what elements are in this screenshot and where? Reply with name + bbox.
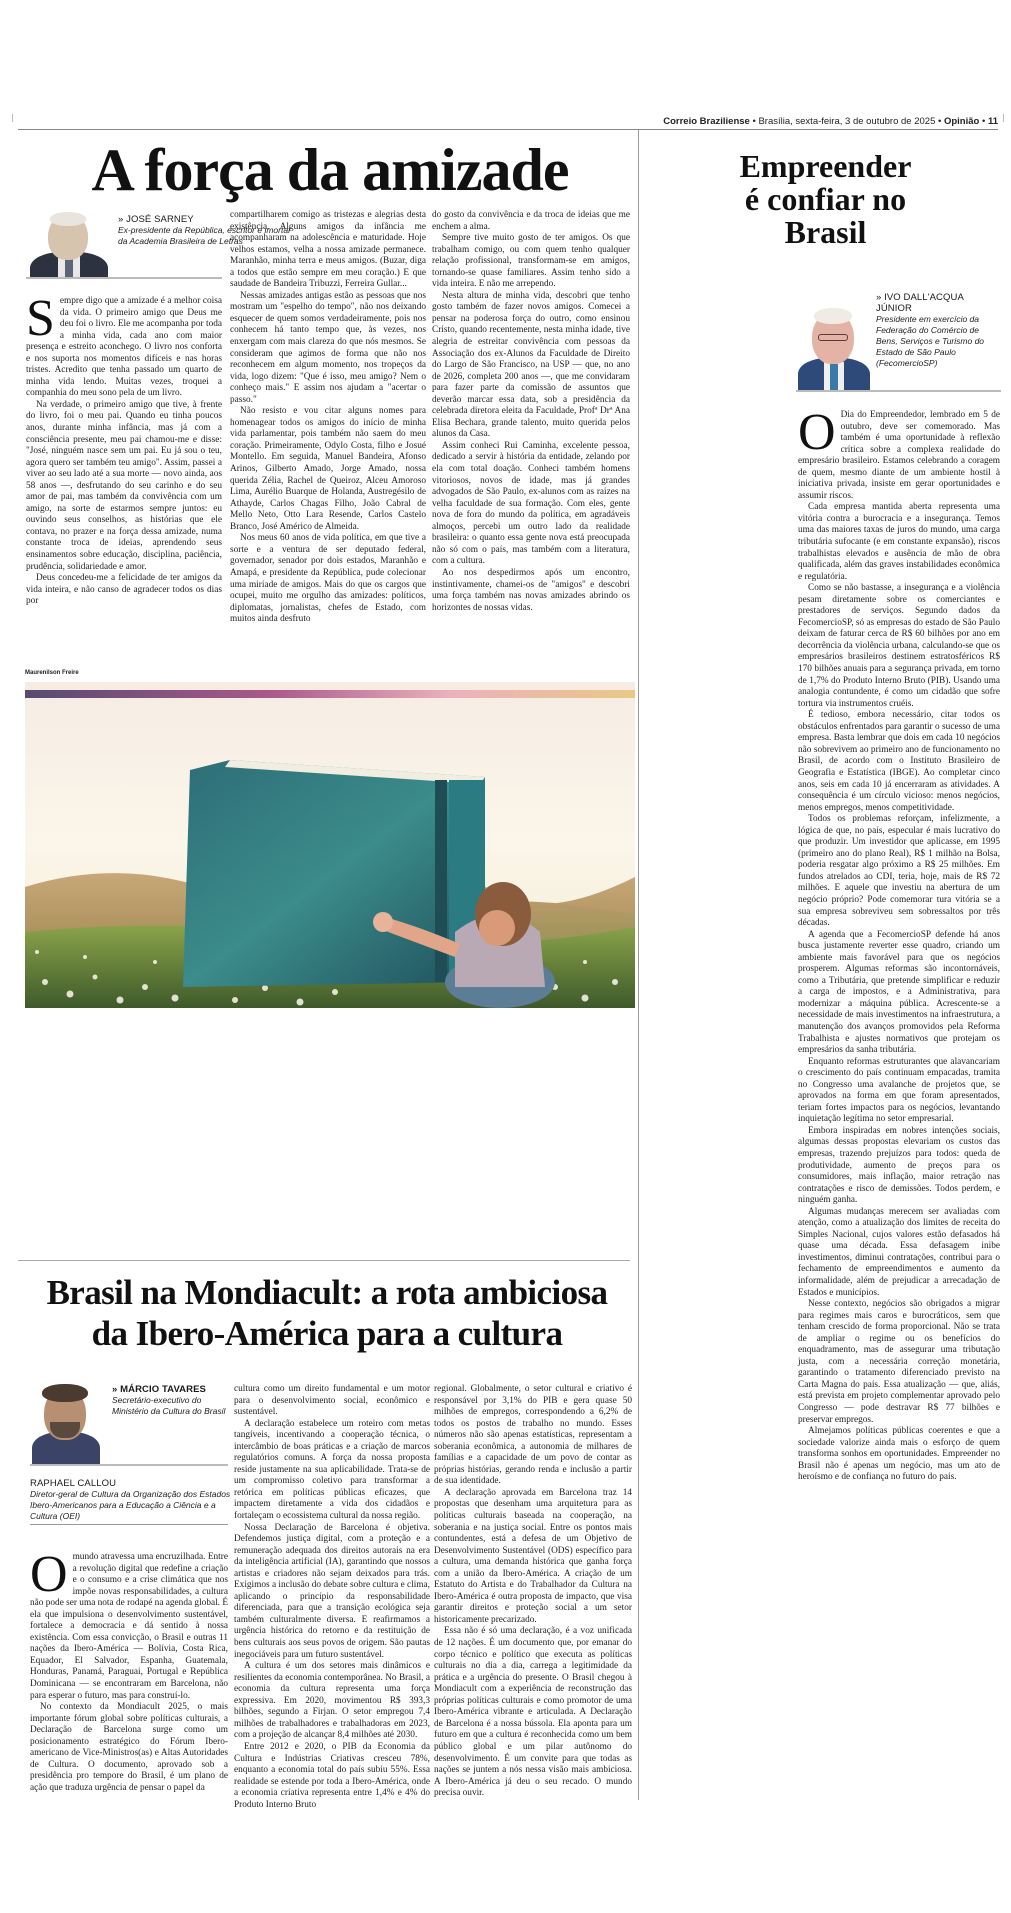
paragraph: mundo atravessa uma encruzilhada. Entre a revolução digital que redefine a criação e o consumo e a crise climática que nos impõe novas responsabilidades, a cultura não pode ser uma nota de rodapé na agenda global. É ela que impulsiona o desenvolvimento sustentável, fortalece a democracia e dá sentido à nossa existência. Com essa convicção, o Brasil e outras 11 nações da Ibero-América — Bolívia, Costa Rica, Equador, El Salvador, Espanha, Guatemala, Honduras, Panamá, Paraguai, Portugal e República Dominicana — se encontraram em Barcelona, não para esperar o futuro, mas para construí-lo. bbox=[30, 1552, 228, 1701]
giant-book bbox=[183, 760, 485, 987]
section-divider bbox=[18, 1260, 630, 1261]
paragraph: Nesse contexto, negócios são obrigados a migrar para regimes mais caros e burocráticos, sem que tenham crescido de forma proporcional. Não se trata de ampliar o regime ou os benefícios do enquadramento, mas de assegurar uma tributação justa, com a necessária correção monetária, garantindo o tratamento diferenciado previsto na Carta Magna do país. Essa atualização — que, aliás, está prevista em projeto complementar aprovado pelo Congresso — pode destravar R$ 77 bilhões e preservar empregos. bbox=[798, 1299, 1000, 1425]
author-photo-jose-sarney bbox=[26, 210, 110, 278]
dropcap: O bbox=[30, 1546, 68, 1603]
byline-rule bbox=[26, 277, 222, 279]
article2-body bbox=[798, 404, 1000, 1800]
byline-rule bbox=[30, 1524, 228, 1525]
byline-rule bbox=[796, 390, 1001, 392]
paragraph: Todos os problemas reforçam, infelizmente, a lógica de que, no país, especular é mais lucrativo do que produzir. Um investidor que aplicasse, em 1995 (primeiro ano do plano Real), R$ 1 milhão na Bolsa, poderia resgatar algo próximo a R$ 25 milhões. Em fundos atrelados ao CDI, teria, hoje, mais de R$ 72 milhões. E aquele que investiu na abertura de um negócio próprio? Pode comemorar tura vitória se a sua empresa sobreviveu sem sobressaltos por três décadas. bbox=[798, 814, 1000, 929]
article3-column-1 bbox=[30, 1546, 228, 1802]
paragraph: Como se não bastasse, a insegurança e a violência pesam diretamente sobre os comerciantes e prestadores de serviços. Segundo dados da FecomercioSP, só as empresas do estado de São Paulo deixam de faturar cerca de R$ 60 bilhões por ano em decorrência da violência urbana, calculando-se que os empresários brasileiros destinem estratosféricos R$ 170 bilhões anuais para a segurança privada, em torno de 1,7% do Produto Interno Bruto (PIB). Usando uma analogia contundente, é como um cidadão que sofre tortura via instrumentos cruéis. bbox=[798, 583, 1000, 709]
author-role: Diretor-geral de Cultura da Organização dos Estados Ibero-Americanos para a Educação a Ciência e a Cultura (OEI) bbox=[30, 1489, 231, 1521]
author-name: » IVO DALL'ACQUA JÚNIOR bbox=[876, 292, 964, 314]
page-number: 11 bbox=[987, 116, 998, 127]
paragraph: É tedioso, embora necessário, citar todos os obstáculos enfrentados para garantir o sucesso de uma empresa. Basta lembrar que dois em cada 10 negócios não sobrevivem ao primeiro ano de funcionamento no Brasil, de acordo com o Instituto Brasileiro de Geografia e Estatística (IBGE). Ao completar cinco anos, seis em cada 10 já encerraram as atividades. A consequência é um círculo vicioso: menos negócios, menos empregos, menos competitividade. bbox=[798, 710, 1000, 813]
paragraph: Embora inspiradas em nobres intenções sociais, algumas dessas propostas elevariam os custos das empresas, trazendo prejuízos para todos: queda de produtividade, aumento de preços para os consumidores, mais inflação, maior retração nas contratações e risco de demissões. Todos perdem, e ninguém ganha. bbox=[798, 1125, 1000, 1206]
paragraph: Nos meus 60 anos de vida política, em que tive a sorte e a ventura de ser deputado federal, governador, senador por dois estados, Maranhão e Amapá, e presidente da República, pude colecionar uma miríade de amigos. Mais do que os cargos que ocupei, muito me orgulho das amizades: políticos, diplomatas, jornalistas, chefes de Estado, com muitos ainda desfruto bbox=[230, 533, 426, 625]
paragraph: A cultura é um dos setores mais dinâmicos e resilientes da economia contemporânea. No Brasil, a economia da cultura representa uma força expressiva. Em 2020, movimentou R$ 393,3 bilhões, segundo a Firjan. O setor empregou 7,4 milhões de trabalhadores e trabalhadoras em 2023, com a projeção de alcançar 8,4 milhões até 2030. bbox=[234, 1661, 430, 1741]
article1-column-3 bbox=[432, 210, 630, 666]
dropcap: S bbox=[26, 290, 55, 347]
article1-headline: A força da amizade bbox=[91, 137, 569, 203]
paragraph: cultura como um direito fundamental e um motor para o desenvolvimento social, econômico e sustentável. bbox=[234, 1384, 430, 1418]
headline-line: da Ibero-América para a cultura bbox=[91, 1314, 563, 1353]
paragraph: Essa não é só uma declaração, é a voz unificada de 12 nações. É um documento que, por emanar do corpo técnico e político que executa as políticas culturais no dia a dia, carrega a legitimidade da prática e a urgência do presente. O Brasil chegou à Mondiacult com a experiência de reconstrução das próprias políticas culturais e como promotor de uma Ibero-América vibrante e articulada. A Declaração de Barcelona é a nossa bússola. Ela aponta para um futuro em que a cultura é reconhecida como um bem público global e um pilar autônomo do desenvolvimento. É um convite para que todas as nações se juntem a nós nessa visão mais ambiciosa. A Ibero-América já deu o seu recado. O mundo precisa ouvir. bbox=[434, 1626, 632, 1799]
paragraph: A agenda que a FecomercioSP defende há anos busca justamente reverter esse quadro, criando um ambiente mais favorável para que os negócios prosperem. Algumas reformas são incontornáveis, como a Tributária, que pretende simplificar e reduzir a carga de impostos, e a Administrativa, para modernizar a máquina pública. Acrescente-se a necessidade de mais investimentos na infraestrutura, a manutenção dos avanços promovidos pela Reforma Trabalhista e ajustes normativos que protejam os empresários da sanha tributária. bbox=[798, 929, 1000, 1056]
author-role: Presidente em exercício da Federação do Comércio de Bens, Serviços e Turismo do Estado de São Paulo (FecomercioSP) bbox=[876, 314, 985, 368]
crop-mark-left bbox=[12, 114, 13, 122]
paragraph: Algumas mudanças merecem ser avaliadas com atenção, como a atualização dos limites de receita do Simples Nacional, cujos valores estão defasados há quase uma década. Essa defasagem inibe investimentos, diminui contratações, contribui para o fechamento de empreendimentos e aumento da informalidade, além de prejudicar a arrecadação de Estados e municípios. bbox=[798, 1206, 1000, 1298]
author-name: » JOSÉ SARNEY bbox=[118, 214, 194, 225]
separator: • bbox=[979, 116, 988, 127]
paragraph: Cada empresa mantida aberta representa uma vitória contra a burocracia e a insegurança. Temos uma das maiores taxas de juros do mundo, uma carga tributária sufocante (e em constante expansão), riscos trabalhistas elevados e ausência de mão de obra qualificada, além das graves instabilidades econômica e regulatória. bbox=[798, 502, 1000, 582]
article1-column-2 bbox=[230, 210, 426, 666]
article2-byline bbox=[876, 292, 1001, 369]
dateline: Brasília, sexta-feira, 3 de outubro de 2025 bbox=[758, 116, 936, 127]
paragraph: Dia do Empreendedor, lembrado em 5 de outubro, deve ser comemorado. Mas também é uma oportunidade à reflexão crítica sobre a complexa realidade do empresário brasileiro. Estamos celebrando a coragem de quem, mesmo diante de um ambiente hostil à iniciativa privada, insiste em gerar oportunidades e assumir riscos. bbox=[798, 410, 1000, 501]
paragraph: Ao nos despedirmos após um encontro, instintivamente, chamei-os de "amigos" e descobri uma força também nas novas amizades abrindo os horizontes de nossas vidas. bbox=[432, 567, 630, 613]
author-role: Secretário-executivo do Ministério da Cultura do Brasil bbox=[112, 1395, 226, 1416]
author-name: » MÁRCIO TAVARES bbox=[112, 1384, 206, 1395]
paragraph: do gosto da convivência e da troca de ideias que me enchem a alma. bbox=[432, 210, 630, 232]
byline-rule bbox=[30, 1464, 228, 1466]
paragraph: Nessas amizades antigas estão as pessoas que nos mostram um "espelho do tempo", não nos deixando esquecer de quem somos verdadeiramente, pois nos conhecem há tanto tempo que, às vezes, nos enxergam com mais clareza do que nós mesmos. Se consideram que agimos de forma que não nos reconhecem em algum momento, nos tropeços da vida, logo dizem: "Que é isso, meu amigo? Nem o conheço mais." E assim nos ajudam a "acertar o passo." bbox=[230, 290, 426, 405]
separator: • bbox=[749, 116, 759, 127]
paragraph: Não resisto e vou citar alguns nomes para homenagear todos os amigos do início de minha vida parlamentar, pois também não saem do meu coração. Primeiramente, Odylo Costa, filho e Josué Montello. Em seguida, Manuel Bandeira, Afonso Arinos, Gilberto Amado, Jorge Amado, nossa querida Zélia, Rachel de Queiroz, Alceu Amoroso Lima, Aurélio Buarque de Holanda, Austregésilo de Athayde, Carlos Chagas Filho, João Cabral de Mello Neto, Otto Lara Resende, Carlos Castelo Branco, José Américo de Almeida. bbox=[230, 406, 426, 532]
newspaper-name: Correio Braziliense bbox=[663, 116, 750, 127]
paragraph: Nossa Declaração de Barcelona é objetiva. Defendemos justiça digital, com a proteção e a remuneração adequada dos direitos autorais na era da inteligência artificial (IA), garantindo que nossos artistas e criadores não sejam deixados para trás. Exigimos a inclusão do debate sobre cultura e clima, aplicando o princípio da responsabilidade diferenciada, para que a transição ecológica seja também culturalmente diversa. E reafirmamos a urgência histórica do retorno e da restituição de bens culturais aos seus povos de origem. São pautas inegociáveis para um futuro sustentável. bbox=[234, 1522, 430, 1660]
paragraph: Nesta altura de minha vida, descobri que tenho gosto também de fazer novos amigos. Comecei a pensar na poderosa força do outro, como ensinou Cristo, quando recentemente, nesta minha idade, tive alegria de estreitar convivência com pessoas da Associação dos ex-Alunos da Faculdade de Direito do Largo de São Francisco, na USP — que, no ano de 2026, completa 200 anos —, que me convidaram para fazer parte da comissão de assuntos que deverão marcar essa data, sob a presidência da celebrada diretora eleita da Faculdade, Profª Drª Ana Elisa Bechara, grande talento, muito querida pelos alunos da Casa. bbox=[432, 290, 630, 440]
paragraph: Enquanto reformas estruturantes que alavancariam o crescimento do país continuam empacadas, tramita no Congresso uma avalanche de projetos que, se aprovados na forma em que foram apresentados, teriam fortes impactos para os negócios, levantando inquietação legítima no setor empresarial. bbox=[798, 1056, 1000, 1125]
author-role: Ex-presidente da República, escritor e imortal da Academia Brasileira de Letras bbox=[118, 225, 290, 246]
headline-line: Brasil na Mondiacult: a rota ambiciosa bbox=[46, 1273, 608, 1312]
illustration-boy-with-book bbox=[25, 682, 635, 1008]
paragraph: Sempre tive muito gosto de ter amigos. Os que trabalham comigo, ou com quem tenho qualquer relação profissional, transformam-se em amigos, tornando-se quase familiares. Assim tenho sido a vida inteira. E não me arrependo. bbox=[432, 233, 630, 290]
article3-column-3 bbox=[434, 1384, 632, 1804]
headline-line: Empreender bbox=[739, 148, 912, 184]
article3-byline-2 bbox=[30, 1478, 235, 1522]
article3-column-2 bbox=[234, 1384, 430, 1810]
paragraph: No contexto da Mondiacult 2025, o mais importante fórum global sobre políticas culturais, a Declaração de Barcelona surge como um posicionamento estratégico do Fórum Ibero-americano de Vice-Ministros(as) e Altas Autoridades de Cultura. O documento, aprovado sob a presidência pro tempore do Brasil, é um plano de ação que traduza urgência de pensar o papel da bbox=[30, 1702, 228, 1793]
author-photo-ivo-dallacqua bbox=[796, 306, 872, 390]
paragraph: Entre 2012 e 2020, o PIB da Economia da Cultura e Indústrias Criativas cresceu 78%, enquanto a economia total do país subiu 55%. Essa realidade se estende por toda a Ibero-América, onde a economia criativa representa entre 1,4% e 4% do Produto Interno Bruto bbox=[234, 1741, 430, 1810]
article3-byline-1 bbox=[112, 1384, 227, 1417]
paragraph: A declaração aprovada em Barcelona traz 14 propostas que desenham uma arquitetura para as políticas culturais baseada na cooperação, na soberania e na justiça social. Entre os pontos mais contundentes, está a defesa de um Objetivo de Desenvolvimento Sustentável (ODS) específico para a cultura, uma demanda histórica que ganha força com a união da Ibero-América. A criação de um Estatuto do Artista e do Trabalhador da Cultura na Ibero-América é outra proposta de impacto, que visa garantir direitos e proteção social a um setor historicamente precarizado. bbox=[434, 1487, 632, 1625]
paragraph: Almejamos políticas públicas coerentes e que a sociedade valorize ainda mais o esforço de quem transforma sonhos em oportunidades. Empreender no Brasil não é apenas um negócio, mas um ato de heroísmo e de confiança no futuro do país. bbox=[798, 1426, 1000, 1483]
article2-headline bbox=[648, 150, 1003, 249]
illustration-credit: Maurenilson Freire bbox=[25, 670, 79, 676]
author-name: RAPHAEL CALLOU bbox=[30, 1478, 117, 1489]
paragraph: compartilharem comigo as tristezas e alegrias desta existência. Alguns amigos da infância me acompanharam na adolescência e maturidade. Hoje velhos estamos, velha a nossa amizade permanece. Maranhão, minha terra e meus amigos. (Buzar, diga a todos que estão sempre em meu coração.) E que saudade de Bandeira Tribuzzi, Ferreira Gullar... bbox=[230, 210, 426, 290]
paragraph: empre digo que a amizade é a melhor coisa da vida. O primeiro amigo que Deus me deu foi o livro. Ele me acompanha por toda a minha vida, cada ano com maior presença e estreito aconchego. O livro nos conforta e nos suporta nos momentos difíceis e nas horas tristes. Acredito que tenha passado um quarto de minha vida lendo. Muitas vezes, troquei a companhia do meu sono pela de um livro. bbox=[26, 296, 222, 399]
separator: • bbox=[935, 116, 944, 127]
column-divider bbox=[638, 130, 639, 1800]
author-photo-marcio-tavares bbox=[30, 1384, 102, 1464]
paragraph: A declaração estabelece um roteiro com metas tangíveis, incentivando a cooperação técnica, o intercâmbio de boas práticas e a criação de marcos regulatórios comuns. A força da nossa proposta reside justamente na sua aplicabilidade. Trata-se de um compromisso coletivo para transformar a retórica em políticas públicas eficazes, que impactem diretamente a vida dos cidadãos e fortaleçam o ecossistema cultural da nossa região. bbox=[234, 1418, 430, 1522]
headline-line: Brasil bbox=[784, 214, 867, 250]
paragraph: Na verdade, o primeiro amigo que tive, à frente do livro, foi o meu pai. Quando eu tinha poucos anos, durante minha infância, mas já com a consciência presente, meu pai chamou-me e disse: "José, ninguém nasce sem um pai. Eu já sou o teu, agora quero ser também teu amigo". Assim, passei a viver ao seu lado até a sua morte — novo ainda, aos 58 anos —, desfrutando do seu carinho e do seu amor de pai, mas também da convivência com um amigo, na sorte de estarmos sempre juntos: eu ouvindo seus conselhos, as histórias que ele contava, no prazer e na força dessa amizade, numa constante troca de ideias, aprendendo seus ensinamentos sobre educação, disciplina, paciência, prudência, solidariedade e amor. bbox=[26, 399, 222, 572]
dropcap: O bbox=[798, 404, 836, 461]
paragraph: Deus concedeu-me a felicidade de ter amigos da vida inteira, e não canso de agradecer todos os dias por bbox=[26, 573, 222, 607]
masthead bbox=[18, 116, 998, 130]
headline-line: é confiar no bbox=[744, 181, 907, 217]
article3-headline bbox=[22, 1272, 632, 1354]
article1-column-1 bbox=[26, 290, 222, 666]
color-band bbox=[25, 690, 635, 698]
crop-mark-right bbox=[1003, 114, 1004, 122]
section-name: Opinião bbox=[943, 116, 980, 127]
paragraph: Assim conheci Rui Caminha, excelente pessoa, dedicado a servir à história da entidade, zelando por ela com total doação. Conheci também homens vitoriosos, novos de idade, mas já grandes advogados de São Paulo, ex-alunos com as raízes na velha faculdade de sua formação. Com eles, gente nova de fora do mundo da política, em agradáveis almoços, percebi um outro lado da realidade brasileira: o quanto essa gente nova está preocupada não só com o país, mas também com a literatura, com a cultura. bbox=[432, 440, 630, 567]
paragraph: regional. Globalmente, o setor cultural e criativo é responsável por 3,1% do PIB e gera quase 50 milhões de empregos, correspondendo a 6,2% de todos os postos de trabalho no mundo. Esses números não são apenas estatísticas, representam a soberania econômica, a autonomia de milhares de famílias e a capacidade de um povo de contar as próprias histórias, gerando renda e inclusão a partir de sua identidade. bbox=[434, 1384, 632, 1487]
